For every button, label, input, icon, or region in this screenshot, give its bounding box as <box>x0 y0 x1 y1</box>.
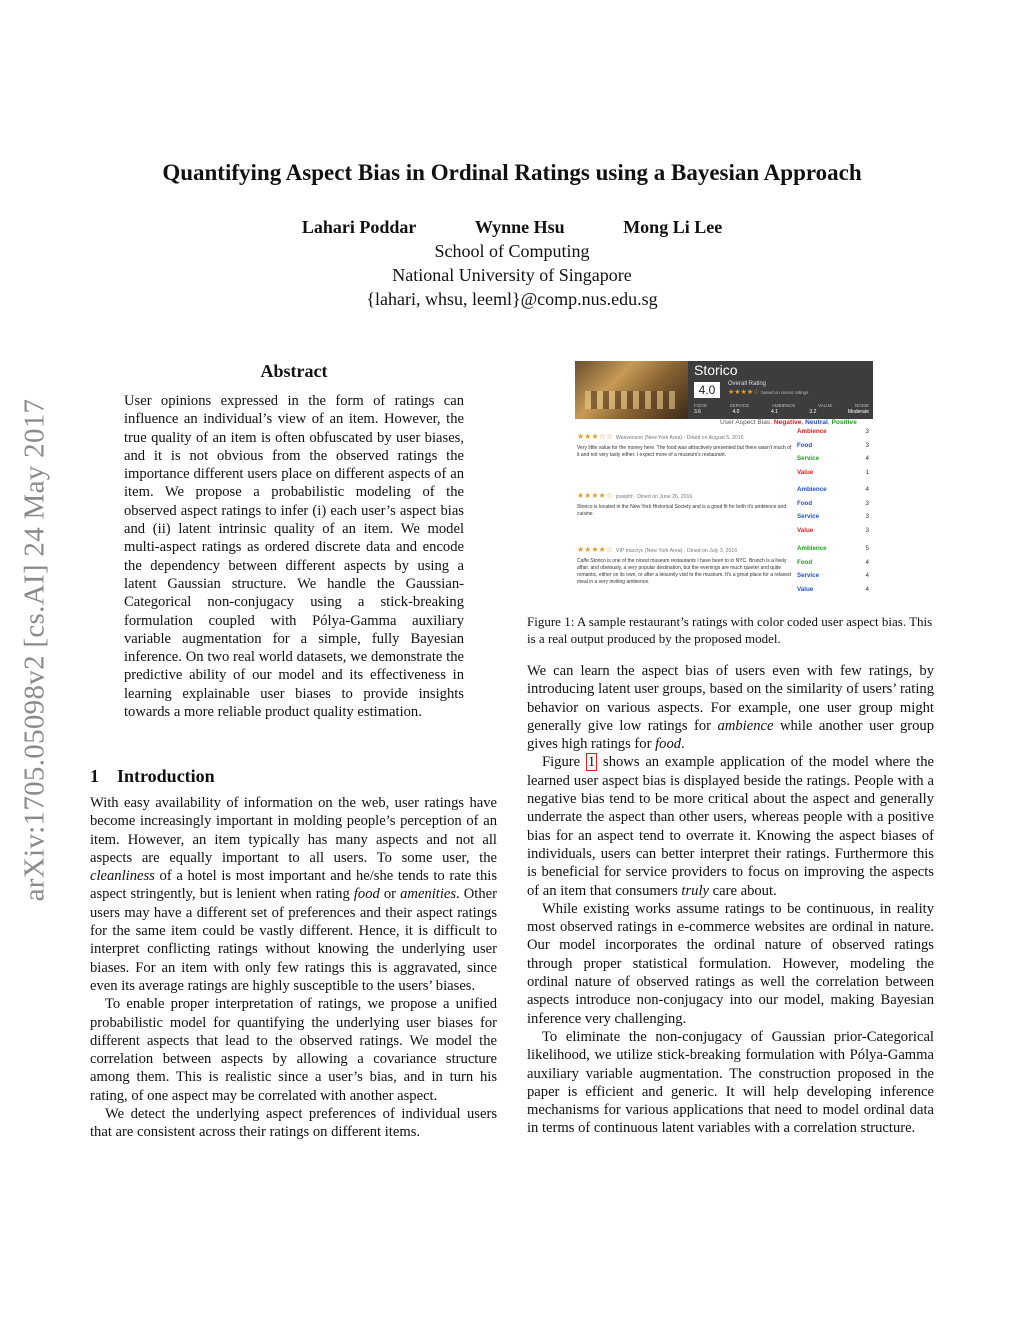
affiliation-dept: School of Computing <box>434 241 590 261</box>
figure-1-reference-link[interactable]: 1 <box>587 754 596 771</box>
left-column-body <box>90 794 497 1142</box>
review-1: ★★★☆☆ Weavenson (New York Area) · Dined on August 5, 2016 Very little value for the money here. The food was attractively presented but there wasn't much of it and not very tasty either. I expect more of a museum's restaurant. <box>577 432 792 458</box>
affiliation-university: National University of Singapore <box>392 265 632 285</box>
figure-1 <box>575 361 873 598</box>
overall-score: 4.0 <box>694 382 720 398</box>
right-paragraph-3: While existing works assume ratings to be continuous, in reality most observed ratings in e-commerce websites are ordinal in nature. Our model incorporates the ordinal nature of observed ratings through proper statistical formulation. However, modeling the ordinal nature of observed ratings as well the correlation between aspects introduce non-conjugacy into our model, making Bayesian inference very challenging. <box>527 900 934 1027</box>
intro-paragraph-3: We detect the underlying aspect preferences of individual users that are consistent across their ratings on different items. <box>90 1106 497 1141</box>
right-paragraph-4: To eliminate the non-conjugacy of Gaussian prior-Categorical likelihood, we utilize stick-breaking formulation with Pólya-Gamma auxiliary variable augmentation. The construction proposed in the paper is efficient and generic. It will help developing inference mechanisms for various applications that need to model ordinal data in terms of continuous latent variables with a correlation structure. <box>527 1028 934 1137</box>
section-number: 1 <box>90 766 99 786</box>
review-3: ★★★★☆ VIP macnyc (New York Area) · Dined on July 3, 2016 Caffe Storico is one of the nicest museum restaurants I have been to in NYC. Brunch is a lively affair, and obviously, a very popular destination, but the evenings are much quieter and quite romantic, either on its own, or after a leisurely visit to the museum. It's a great place for a relaxed meal in a very inviting ambience. <box>577 545 791 585</box>
overall-label: Overall Rating <box>728 381 767 387</box>
section-title: Introduction <box>117 766 215 786</box>
category-labels: FOOD SERVICE AMBIENCE VALUE NOISE <box>694 403 869 408</box>
abstract-heading: Abstract <box>260 361 328 381</box>
affiliation-email: {lahari, whsu, leeml}@comp.nus.edu.sg <box>366 289 658 309</box>
review-2: ★★★★☆ josephf · Dined on June 26, 2016 Storico is located in the New York Historical Society and is a good fit for both it's ambience and cuisine. <box>577 491 787 517</box>
right-paragraph-1: We can learn the aspect bias of users even with few ratings, by introducing latent user groups, based on the similarity of users’ rating behavior on various aspects. For example, one user group might generally give low ratings for ambience while another user group gives high ratings for food. <box>527 663 935 753</box>
arxiv-stamp <box>6 355 64 945</box>
restaurant-photo <box>575 361 688 419</box>
right-paragraph-2: Figure 1 shows an example application of the model where the learned user aspect bias is displayed beside the ratings. People with a negative bias tend to be more critical about the aspect and generally underrate the aspect than other users, whereas people with a positive bias for an aspect tend to overrate it. Knowing the aspect biases of individuals, users can better interpret their ratings. Furthermore this is beneficial for service providers to focus on improving the aspects of an item that consumers truly care about. <box>527 754 934 899</box>
restaurant-name: Storico <box>694 362 738 378</box>
right-column-body <box>527 662 934 1138</box>
author-2: Wynne Hsu <box>474 217 565 237</box>
category-values: 3.6 4.0 4.1 3.2 Moderate <box>694 409 869 415</box>
author-3: Mong Li Lee <box>623 217 723 237</box>
restaurant-header <box>688 361 873 419</box>
intro-paragraph-2: To enable proper interpretation of ratings, we propose a unified probabilistic model for quantifying the underlying user biases for different aspects that lead to the observed ratings. We model the correlation between aspects by allowing a covariance structure among them. This is realistic since a user’s bias, and in turn his rating, of one aspect may be correlated with another aspect. <box>90 996 497 1104</box>
overall-stars: ★★★★☆ based on recent ratings <box>728 389 809 396</box>
review-3-aspects: Ambience 5 Food 4 Service 4 Value 4 <box>797 545 869 593</box>
caption-label: Figure 1: <box>527 614 575 629</box>
caption-text: A sample restaurant’s ratings with color coded user aspect bias. This is a real output produced by the proposed model. <box>527 614 933 646</box>
author-list <box>0 217 1024 238</box>
section-heading <box>90 766 215 787</box>
paper-title: Quantifying Aspect Bias in Ordinal Ratings using a Bayesian Approach <box>162 160 862 185</box>
abstract-text: User opinions expressed in the form of ratings can influence an individual’s view of an item. However, the true quality of an item is often obfuscated by user biases, and it is not obvious from the observed ratings the importance different users place on different aspects of an item. We propose a probabilistic modeling of the observed aspect ratings to infer (i) each user’s aspect bias and (ii) latent intrinsic quality of an item. We model multi-aspect ratings as ordered discrete data and encode the dependency between different aspects by using a latent Gaussian structure. We handle the Gaussian-Categorical non-conjugacy using a stick-breaking formulation coupled with Pólya-Gamma auxiliary variable augmentation for a simple, fully Bayesian inference. On two real world datasets, we demonstrate the predictive ability of our model and its effectiveness in learning explainable user biases to provide insights towards a more reliable product quality estimation. <box>124 393 464 721</box>
review-2-aspects: Ambience 4 Food 3 Service 3 Value 3 <box>797 486 869 534</box>
author-1: Lahari Poddar <box>301 217 417 237</box>
bias-legend: User Aspect Bias: Negative, Neutral, Positive <box>720 419 857 426</box>
intro-paragraph-1: With easy availability of information on the web, user ratings have become increasingly important in molding people’s perception of an item. However, an item typically has many aspects and not all aspects are equally important to all users. To some user, the cleanliness of a hotel is most important and he/she tends to rate this aspect stringently, but is lenient when rating food or amenities. Other users may have a different set of preferences and their aspect ratings for the same item could be vastly different. Hence, it is difficult to interpret conflicting ratings without knowing the underlying user biases. For an item with only few ratings this is aggravated, since even its average ratings are highly susceptible to the users’ biases. <box>90 795 497 994</box>
figure-caption <box>527 613 934 647</box>
review-1-aspects: Ambience 3 Food 3 Service 4 Value 1 <box>797 428 869 476</box>
arxiv-id: arXiv:1705.05098v2 [cs.AI] 24 May 2017 <box>18 398 51 902</box>
